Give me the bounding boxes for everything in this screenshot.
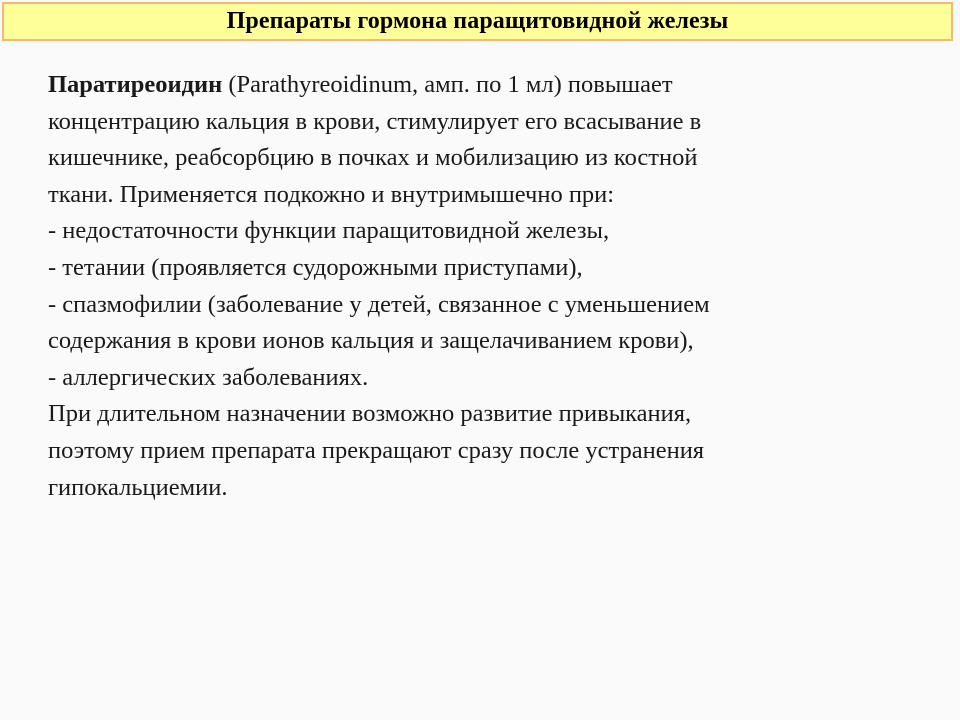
body-line: содержания в крови ионов кальция и защелачиванием крови), [48,327,694,355]
body-line: ткани. Применяется подкожно и внутримышечно при: [48,180,615,208]
body-line: поэтому прием препарата прекращают сразу после устранения [48,436,705,464]
body-line-1 [48,67,928,104]
body-line: При длительном назначении возможно развитие привыкания, [48,400,692,428]
body-text [48,67,928,506]
body-line: концентрацию кальция в крови, стимулирует его всасывание в [48,107,702,135]
indication-item: - аллергических заболеваниях. [48,363,369,391]
body-line: кишечнике, реабсорбцию в почках и мобилизацию из костной [48,144,698,172]
title-bar [2,2,953,41]
slide-title: Препараты гормона паращитовидной железы [226,8,729,34]
indication-item: - спазмофилии (заболевание у детей, связанное с уменьшением [48,290,710,318]
drug-description: (Parathyreoidinum, амп. по 1 мл) повышает [222,71,673,98]
indication-item: - тетании (проявляется судорожными приступами), [48,253,583,281]
drug-name: Паратиреоидин [48,71,223,98]
indication-item: - недостаточности функции паращитовидной железы, [48,217,610,245]
body-line: гипокальциемии. [48,473,228,501]
